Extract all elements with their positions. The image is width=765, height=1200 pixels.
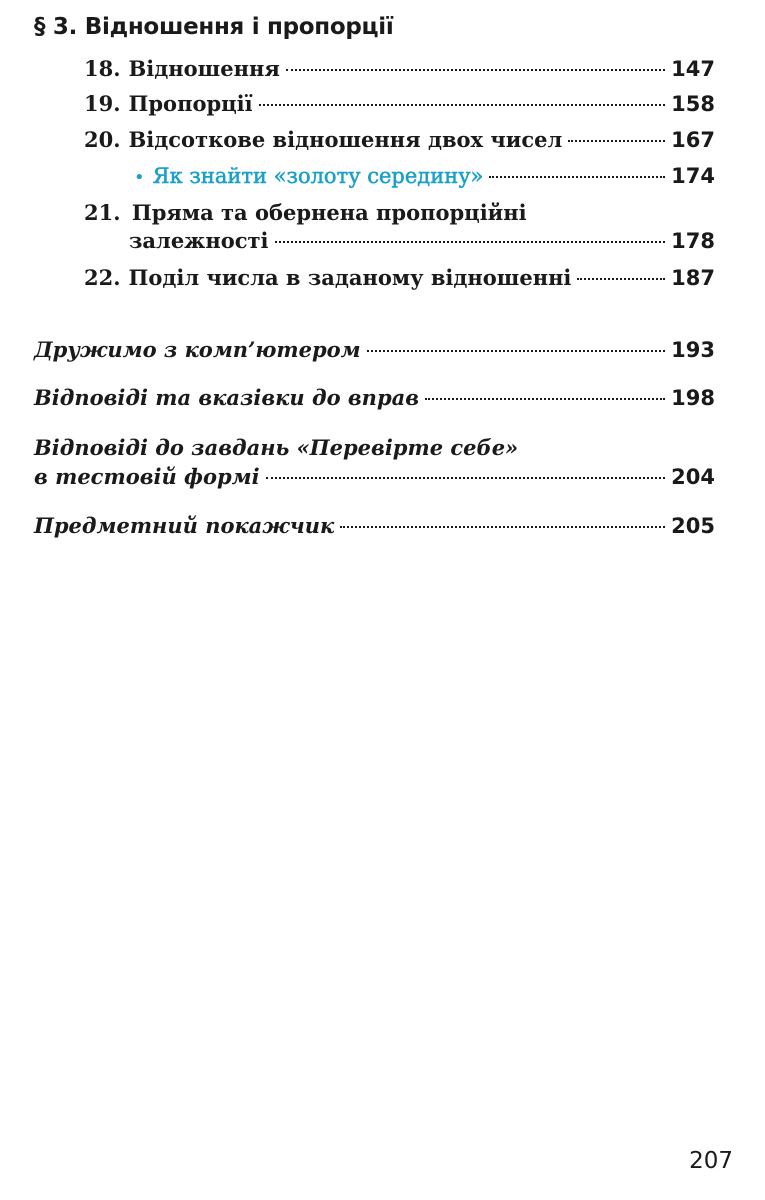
entry-title: Як знайти «золоту середину» — [152, 164, 484, 188]
entry-page: 178 — [671, 229, 715, 253]
entry-title: Дружимо з комп’ютером — [34, 337, 361, 362]
entry-title: Поділ числа в заданому відношенні — [128, 265, 572, 290]
toc-entry-20[interactable] — [84, 125, 715, 155]
toc-appendix-test-answers-line2[interactable] — [34, 462, 715, 492]
entry-page: 158 — [671, 92, 715, 116]
toc-appendix-test-answers-line1[interactable]: Відповіді до завдань «Перевірте себе» — [34, 435, 519, 460]
dot-leader — [489, 176, 665, 178]
entry-title-line2: в тестовій формі — [34, 464, 260, 489]
entry-title: Відсоткове відношення двох чисел — [128, 127, 563, 152]
toc-entry-22[interactable] — [84, 263, 715, 293]
entry-page: 198 — [671, 386, 715, 410]
entry-title: Відповіді та вказівки до вправ — [34, 385, 420, 410]
toc-entry-18[interactable] — [84, 54, 715, 84]
toc-appendix-computer[interactable] — [34, 335, 715, 365]
entry-page: 204 — [671, 465, 715, 489]
entry-page: 147 — [671, 57, 715, 81]
toc-entry-golden-mean[interactable] — [134, 161, 715, 193]
entry-page: 167 — [671, 128, 715, 152]
dot-leader — [275, 241, 666, 243]
entry-page: 174 — [671, 164, 715, 188]
page-number: 207 — [689, 1148, 733, 1174]
dot-leader — [266, 477, 666, 479]
entry-number: 19. — [84, 91, 121, 116]
section-title: § 3. Відношення і пропорції — [34, 14, 394, 40]
dot-leader — [577, 278, 665, 280]
entry-page: 205 — [671, 514, 715, 538]
entry-title: Пропорції — [128, 91, 253, 116]
dot-leader — [286, 69, 665, 71]
entry-title: Предметний покажчик — [34, 513, 335, 538]
entry-title: Відношення — [128, 56, 280, 81]
entry-number: 22. — [84, 265, 121, 290]
dot-leader — [367, 350, 666, 352]
entry-number: 18. — [84, 56, 121, 81]
toc-entry-19[interactable] — [84, 89, 715, 119]
entry-number: 20. — [84, 127, 121, 152]
entry-title-line2: залежності — [129, 228, 269, 253]
toc-entry-21-line1[interactable] — [84, 198, 527, 228]
dot-leader — [568, 140, 665, 142]
bullet-icon: • — [134, 167, 145, 188]
toc-appendix-answers[interactable] — [34, 383, 715, 413]
entry-title-line1: Пряма та обернена пропорційні — [131, 200, 527, 225]
dot-leader — [425, 398, 665, 400]
toc-entry-21-line2[interactable] — [129, 226, 715, 256]
entry-number: 21. — [84, 200, 121, 225]
dot-leader — [340, 526, 665, 528]
toc-appendix-index[interactable] — [34, 511, 715, 541]
dot-leader — [259, 104, 666, 106]
entry-page: 187 — [671, 266, 715, 290]
entry-page: 193 — [671, 338, 715, 362]
